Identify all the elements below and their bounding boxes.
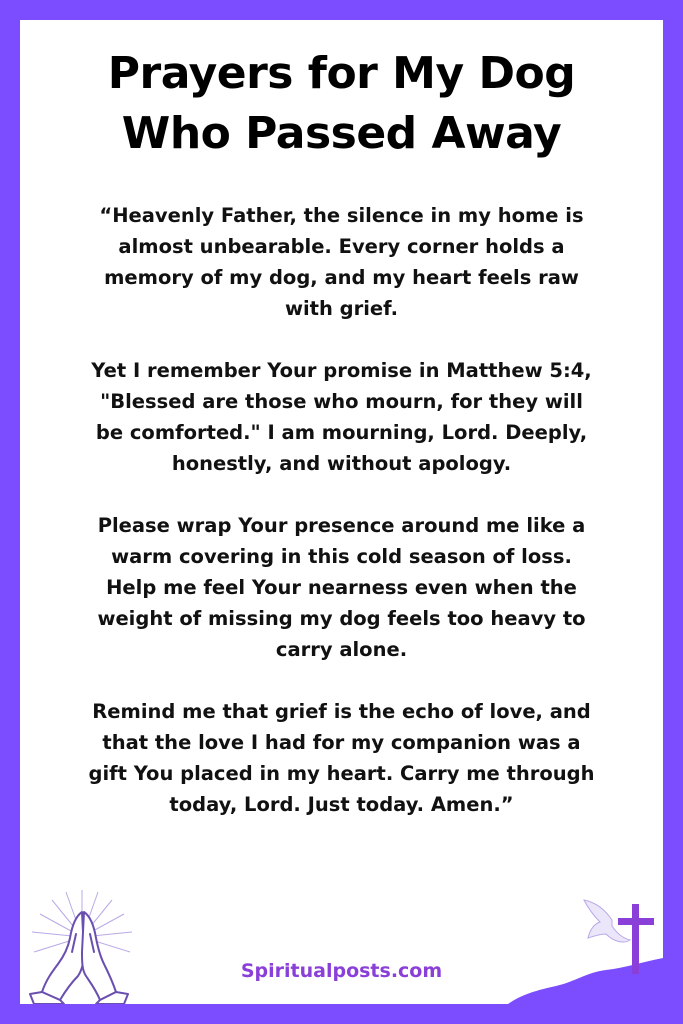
prayer-paragraph-4 — [40, 696, 643, 820]
prayer-text — [40, 200, 643, 820]
praying-hands-icon — [20, 882, 140, 1004]
prayer-card — [20, 20, 663, 1004]
site-name: Spiritualposts.com — [240, 960, 443, 982]
prayer-line: be comforted." I am mourning, Lord. Deeply, — [95, 421, 588, 444]
prayer-line: “Heavenly Father, the silence in my home is — [99, 204, 584, 227]
prayer-paragraph-3 — [40, 510, 643, 665]
prayer-line: gift You placed in my heart. Carry me through — [88, 762, 595, 785]
prayer-line: warm covering in this cold season of loss. — [111, 545, 572, 568]
prayer-line: honestly, and without apology. — [171, 452, 512, 475]
title-line-1: Prayers for My Dog — [107, 48, 576, 99]
prayer-line: weight of missing my dog feels too heavy to — [97, 607, 586, 630]
prayer-paragraph-1 — [40, 200, 643, 324]
cross-dove-icon — [508, 898, 663, 1004]
prayer-line: that the love I had for my companion was a — [102, 731, 581, 754]
prayer-line: carry alone. — [275, 638, 408, 661]
prayer-line: Help me feel Your nearness even when the — [106, 576, 577, 599]
prayer-line: Please wrap Your presence around me like a — [97, 514, 586, 537]
prayer-line: today, Lord. Just today. Amen.” — [169, 793, 514, 816]
prayer-line: Remind me that grief is the echo of love, and — [92, 700, 591, 723]
prayer-line: almost unbearable. Every corner holds a — [118, 235, 565, 258]
title-line-2: Who Passed Away — [121, 108, 562, 159]
prayer-line: Yet I remember Your promise in Matthew 5:4, — [91, 359, 592, 382]
prayer-line: with grief. — [284, 297, 398, 320]
prayer-line: "Blessed are those who mourn, for they will — [100, 390, 583, 413]
prayer-paragraph-2 — [40, 355, 643, 479]
page-title — [20, 44, 663, 164]
prayer-line: memory of my dog, and my heart feels raw — [104, 266, 579, 289]
